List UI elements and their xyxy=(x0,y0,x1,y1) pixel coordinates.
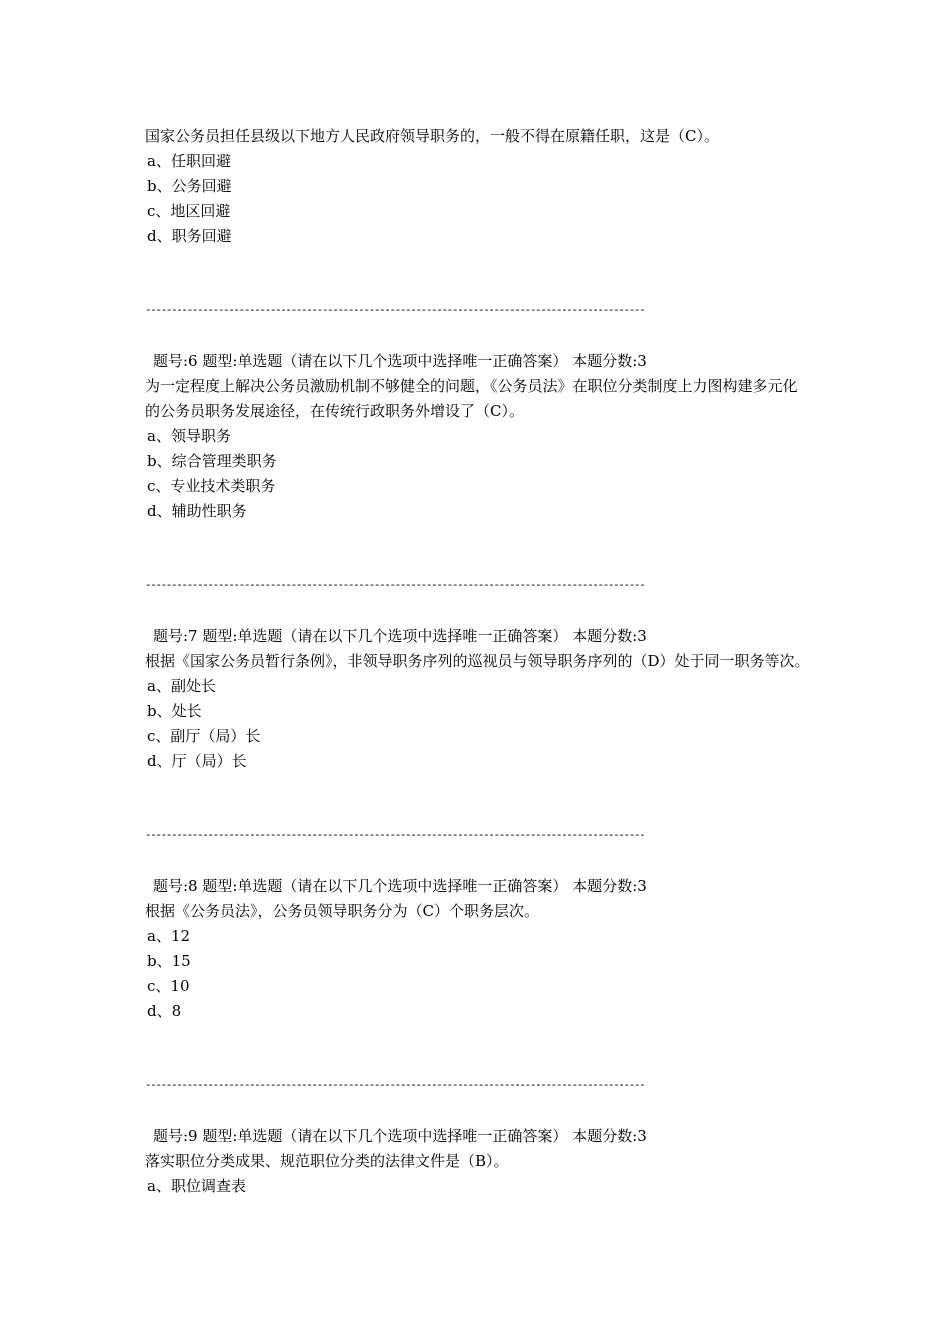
option-b: b、处长 xyxy=(147,702,202,720)
spacer xyxy=(145,1099,825,1124)
separator-line: ------------------------------------------------------------------------------------------------ xyxy=(145,305,645,317)
separator-line: ------------------------------------------------------------------------------------------------ xyxy=(145,1080,645,1092)
separator-line: ------------------------------------------------------------------------------------------------ xyxy=(145,830,645,842)
question-7 xyxy=(145,624,825,774)
option-d: d、职务回避 xyxy=(147,227,232,245)
document-page xyxy=(145,124,825,1199)
question-meta: 题号:7 题型:单选题（请在以下几个选项中选择唯一正确答案） 本题分数:3 xyxy=(153,627,647,645)
option-a: a、12 xyxy=(147,927,191,945)
spacer xyxy=(145,599,825,624)
option-d: d、厅（局）长 xyxy=(147,752,247,770)
question-5 xyxy=(145,124,825,249)
option-a: a、任职回避 xyxy=(147,152,231,170)
option-c: c、副厅（局）长 xyxy=(147,727,261,745)
option-c: c、地区回避 xyxy=(147,202,231,220)
question-6 xyxy=(145,349,825,524)
spacer xyxy=(145,249,825,299)
question-meta: 题号:6 题型:单选题（请在以下几个选项中选择唯一正确答案） 本题分数:3 xyxy=(153,352,647,370)
question-stem: 根据《公务员法》，公务员领导职务分为（C）个职务层次。 xyxy=(145,902,539,920)
question-stem: 落实职位分类成果、规范职位分类的法律文件是（B）。 xyxy=(145,1152,509,1170)
spacer xyxy=(145,524,825,574)
separator-line: ------------------------------------------------------------------------------------------------ xyxy=(145,580,645,592)
option-b: b、15 xyxy=(147,952,191,970)
option-c: c、专业技术类职务 xyxy=(147,477,276,495)
option-a: a、副处长 xyxy=(147,677,216,695)
option-d: d、辅助性职务 xyxy=(147,502,247,520)
option-d: d、8 xyxy=(147,1002,182,1020)
spacer xyxy=(145,1024,825,1074)
spacer xyxy=(145,774,825,824)
question-stem: 根据《国家公务员暂行条例》，非领导职务序列的巡视员与领导职务序列的（D）处于同一职务等次。 xyxy=(145,652,810,670)
option-b: b、综合管理类职务 xyxy=(147,452,277,470)
question-stem: 国家公务员担任县级以下地方人民政府领导职务的，一般不得在原籍任职，这是（C）。 xyxy=(145,127,719,145)
option-c: c、10 xyxy=(147,977,190,995)
option-b: b、公务回避 xyxy=(147,177,232,195)
spacer xyxy=(145,849,825,874)
question-8 xyxy=(145,874,825,1024)
question-meta: 题号:8 题型:单选题（请在以下几个选项中选择唯一正确答案） 本题分数:3 xyxy=(153,877,647,895)
option-a: a、领导职务 xyxy=(147,427,231,445)
question-meta: 题号:9 题型:单选题（请在以下几个选项中选择唯一正确答案） 本题分数:3 xyxy=(153,1127,647,1145)
question-stem: 为一定程度上解决公务员激励机制不够健全的问题，《公务员法》在职位分类制度上力图构建多元化的公务员职务发展途径，在传统行政职务外增设了（C）。 xyxy=(145,377,798,420)
spacer xyxy=(145,324,825,349)
question-9 xyxy=(145,1124,825,1199)
option-a: a、职位调查表 xyxy=(147,1177,246,1195)
